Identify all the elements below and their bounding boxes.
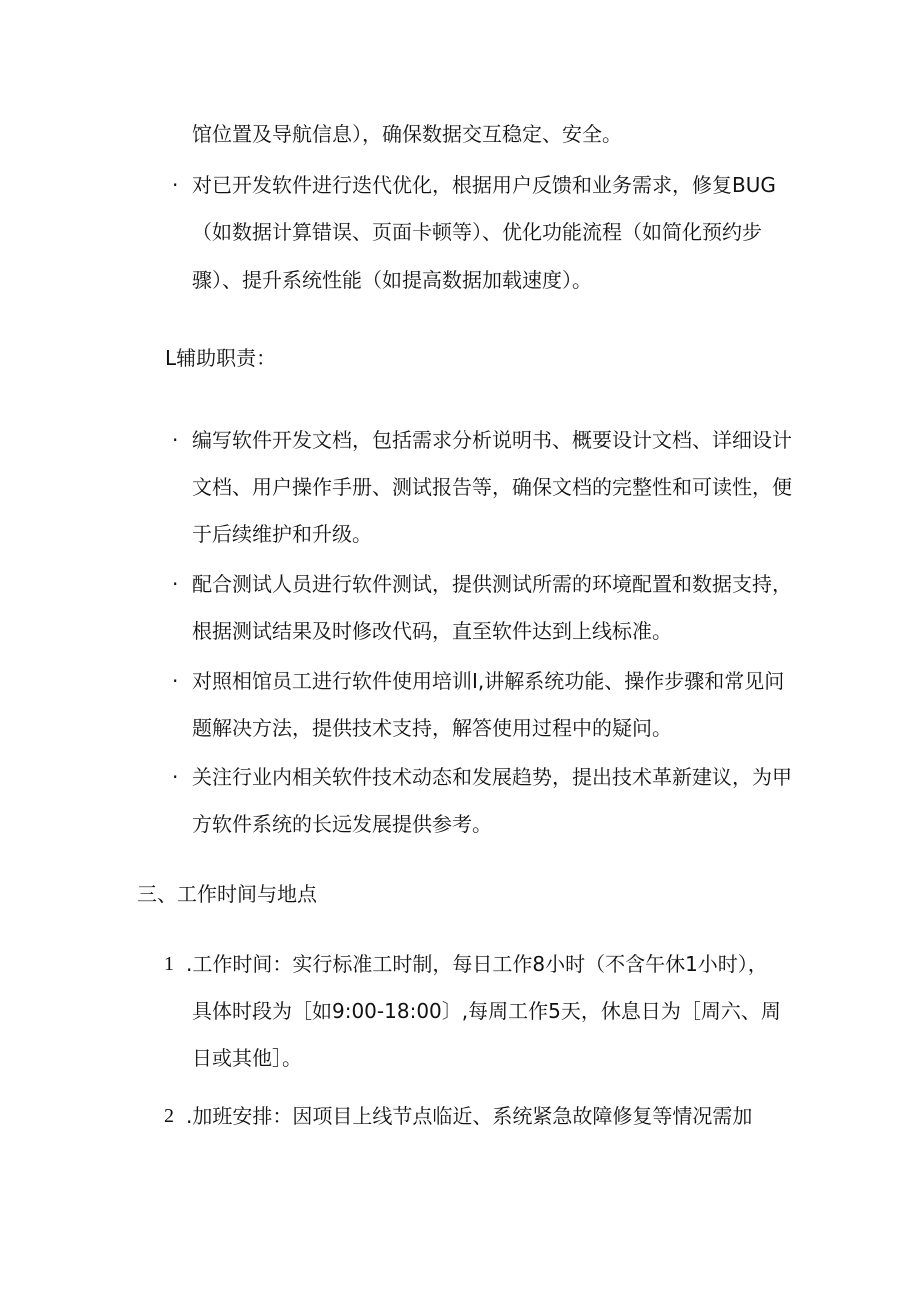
paragraph-line: 方软件系统的长远发展提供参考。	[192, 812, 492, 836]
paragraph-line: 具体时段为［如9:00-18:00〕,每周工作5天，休息日为［周六、周	[192, 999, 781, 1023]
paragraph-line: .工作时间：实行标准工时制，每日工作8小时（不含午休1小时），	[186, 952, 768, 976]
bullet-marker: ·	[172, 173, 179, 197]
paragraph-line: 对已开发软件进行迭代优化，根据用户反馈和业务需求，修复BUG	[192, 173, 776, 197]
paragraph-line: 对照相馆员工进行软件使用培训I,讲解系统功能、操作步骤和常见问	[192, 669, 785, 693]
bullet-marker: ·	[172, 765, 179, 789]
paragraph-line: 根据测试结果及时修改代码，直至软件达到上线标准。	[192, 619, 672, 643]
list-number: 1	[164, 953, 174, 975]
bullet-marker: ·	[172, 572, 179, 596]
list-number: 2	[164, 1105, 174, 1127]
bullet-marker: ·	[172, 669, 179, 693]
paragraph-line: 配合测试人员进行软件测试，提供测试所需的环境配置和数据支持，	[192, 572, 792, 596]
bullet-marker: ·	[172, 428, 179, 452]
continuation-line: 馆位置及导航信息），确保数据交互稳定、安全。	[192, 122, 622, 146]
paragraph-line: 编写软件开发文档，包括需求分析说明书、概要设计文档、详细设计	[192, 428, 792, 452]
paragraph-line: 文档、用户操作手册、测试报告等，确保文档的完整性和可读性，便	[192, 475, 792, 499]
section-heading: 三、工作时间与地点	[137, 882, 317, 906]
paragraph-line: 关注行业内相关软件技术动态和发展趋势，提出技术革新建议，为甲	[192, 765, 792, 789]
paragraph-line: （如数据计算错误、页面卡顿等）、优化功能流程（如简化预约步	[192, 220, 762, 244]
section-subheading: L辅助职责：	[165, 346, 277, 370]
paragraph-line: .加班安排：因项目上线节点临近、系统紧急故障修复等情况需加	[186, 1104, 753, 1128]
paragraph-line: 骤）、提升系统性能（如提高数据加载速度）。	[192, 268, 592, 292]
paragraph-line: 题解决方法，提供技术支持，解答使用过程中的疑问。	[192, 716, 672, 740]
paragraph-line: 于后续维护和升级。	[192, 522, 372, 546]
paragraph-line: 日或其他］。	[192, 1046, 302, 1070]
